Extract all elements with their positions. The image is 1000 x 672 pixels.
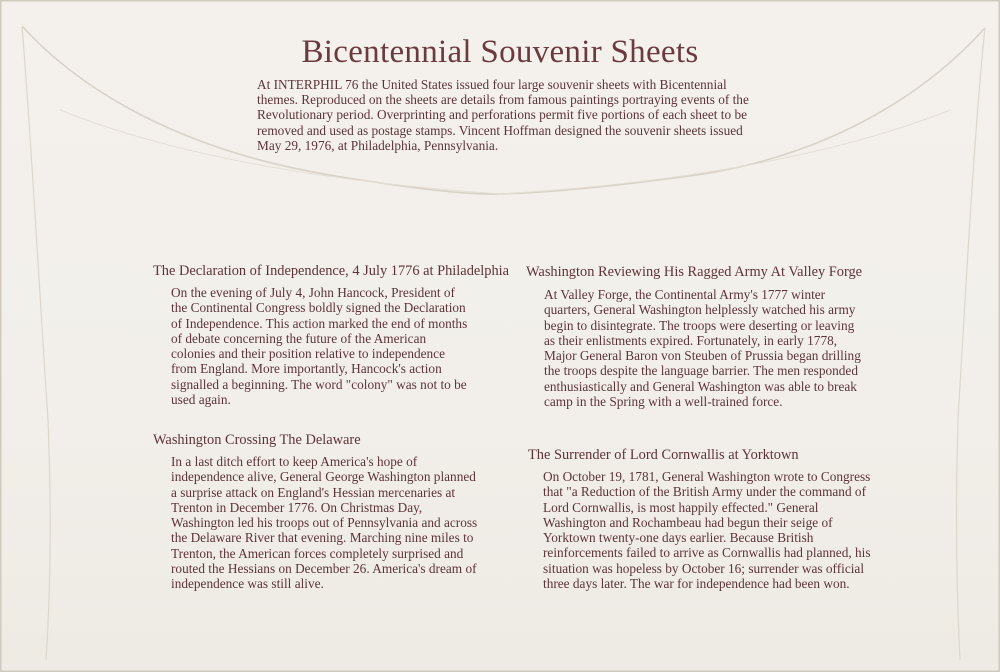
section-body-delaware: In a last ditch effort to keep America's hope of independence alive, General George Washington planned a surprise attack on England's Hessian mercenaries at Trenton in December 1776. On Christmas Day, Washington led his troops out of Pennsylvania and across the Delaware River that evening. Marching nine miles to Trenton, the American forces completely surprised and routed the Hessians on December 26. America's dream of independence was still alive. — [171, 454, 478, 592]
section-title-valley-forge: Washington Reviewing His Ragged Army At Valley Forge — [526, 264, 863, 280]
intro-paragraph: At INTERPHIL 76 the United States issued four large souvenir sheets with Bicentennial themes. Reproduced on the sheets are details from famous paintings portraying events of the Revolutionary period. Overprinting and perforations permit five portions of each sheet to be removed and used as postage stamps. Vincent Hoffman designed the souvenir sheets issued May 29, 1976, at Philadelphia, Pennsylvania. — [257, 77, 749, 153]
right-flap-edge — [957, 28, 985, 660]
left-flap-edge — [22, 26, 50, 660]
section-title-yorktown: The Surrender of Lord Cornwallis at Yorktown — [528, 447, 799, 463]
page-title: Bicentennial Souvenir Sheets — [301, 34, 699, 70]
section-body-yorktown: On October 19, 1781, General Washington wrote to Congress that "a Reduction of the British Army under the command of Lord Cornwallis, is most happily effected." General Washington and Rochambeau had begun their seige of Yorktown twenty-one days earlier. Because British reinforcements failed to arrive as Cornwallis had planned, his situation was hopeless by October 16; surrender was official three days later. The war for independence had been won. — [543, 469, 871, 592]
section-body-declaration: On the evening of July 4, John Hancock, President of the Continental Congress boldly signed the Declaration of Independence. This action marked the end of months of debate concerning the future of the American colonies and their position relative to independence from England. More importantly, Hancock's action signalled a beginning. The word "colony" was not to be used again. — [171, 285, 468, 408]
section-body-valley-forge: At Valley Forge, the Continental Army's 1777 winter quarters, General Washington helplessly watched his army begin to disintegrate. The troops were deserting or leaving as their enlistments expired. Fortunately, in early 1778, Major General Baron von Steuben of Prussia began drilling the troops despite the language barrier. The men responded enthusiastically and General Washington was able to break camp in the Spring with a well-trained force. — [544, 287, 861, 410]
section-title-declaration: The Declaration of Independence, 4 July 1776 at Philadelphia — [153, 263, 510, 279]
section-title-delaware: Washington Crossing The Delaware — [153, 432, 361, 448]
